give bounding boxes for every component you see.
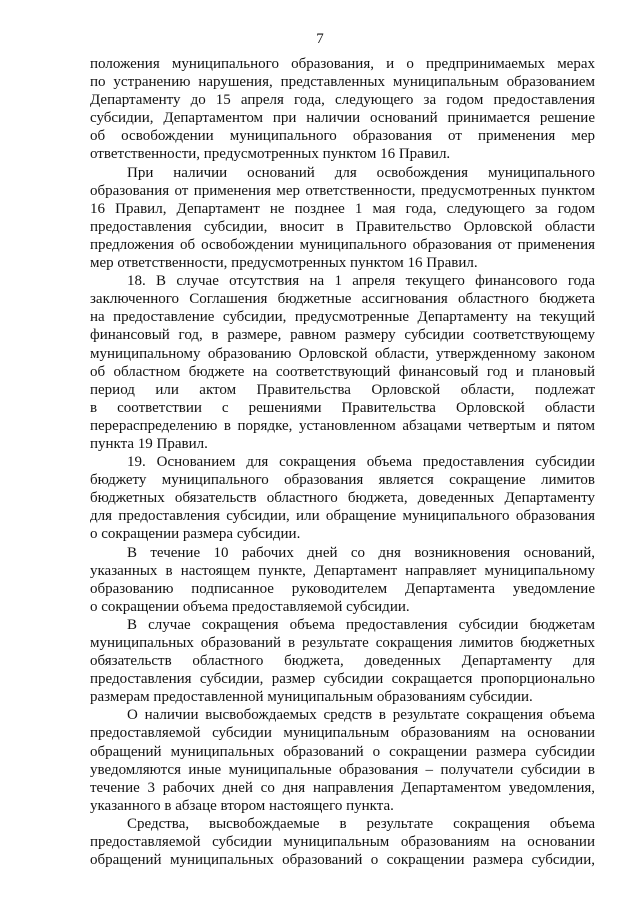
- text-line: предоставляемой субсидии муниципальным образованиям на основании: [90, 834, 595, 851]
- text-line: 16 Правил, Департамент не позднее 1 мая года, следующего за годом: [90, 200, 595, 217]
- text-line: муниципальных образований в результате сокращения лимитов бюджетных: [90, 635, 595, 651]
- document-body: [90, 55, 595, 869]
- text-line: перераспределению в порядке, установленном абзацами четвертым и пятом: [90, 417, 595, 434]
- text-line: Департаменту до 15 апреля года, следующего за годом предоставления: [90, 92, 595, 109]
- text-line: бюджетных обязательств областного бюджета, доведенных Департаменту: [90, 490, 595, 507]
- paragraph: [90, 544, 595, 616]
- text-line: об освобождении муниципального образования от применения мер: [90, 128, 595, 145]
- text-line: о сокращении размера субсидии.: [90, 526, 301, 543]
- text-line: указанного в абзаце втором настоящего пункта.: [90, 797, 394, 814]
- text-line: предоставления субсидии, вносит в Правительство Орловской области: [90, 218, 595, 235]
- text-line: мер ответственности, предусмотренных пунктом 16 Правил.: [90, 255, 478, 272]
- text-line: 19. Основанием для сокращения объема предоставления субсидии: [127, 454, 595, 471]
- text-line: бюджету муниципального образования является сокращение лимитов: [90, 472, 595, 489]
- text-line: заключенного Соглашения бюджетные ассигнования областного бюджета: [90, 291, 595, 308]
- text-line: по устранению нарушения, представленных муниципальным образованием: [90, 74, 595, 91]
- text-line: О наличии высвобождаемых средств в результате сокращения объема: [127, 707, 595, 724]
- text-line: образованию подписанное руководителем Департамента уведомление: [90, 580, 595, 597]
- text-line: образования от применения мер ответственности, предусмотренных пунктом: [90, 182, 595, 199]
- text-line: уведомляются иные муниципальные образования – получатели субсидии в: [90, 761, 595, 778]
- text-line: предоставления субсидии, размер субсидии сокращается пропорционально: [90, 671, 595, 688]
- text-line: в соответствии с решениями Правительства Орловской области: [90, 399, 595, 416]
- text-line: течение 3 рабочих дней со дня направления Департаментом уведомления,: [90, 779, 595, 796]
- text-line: на предоставление субсидии, предусмотренные Департаменту на текущий: [90, 309, 595, 326]
- text-line: ответственности, предусмотренных пунктом 16 Правил.: [90, 146, 451, 163]
- text-line: субсидии, Департаментом при наличии оснований принимается решение: [90, 110, 595, 127]
- text-line: муниципальному образованию Орловской области, утвержденному законом: [90, 345, 595, 362]
- text-line: размерам предоставленной муниципальным образованиям субсидии.: [90, 689, 533, 706]
- paragraph: [90, 616, 595, 706]
- text-line: для предоставления субсидии, или обращение муниципального образования: [90, 508, 595, 525]
- text-line: обращений муниципальных образований о сокращении размера субсидии,: [90, 852, 595, 869]
- text-line: В случае сокращения объема предоставления субсидии бюджетам: [127, 616, 595, 633]
- text-line: предоставляемой субсидии муниципальным образованиям на основании: [90, 725, 595, 742]
- text-line: При наличии оснований для освобождения муниципального: [127, 164, 595, 181]
- text-line: пункта 19 Правил.: [90, 435, 208, 452]
- paragraph: [90, 706, 595, 815]
- text-line: обязательств областного бюджета, доведенных Департаменту для: [90, 653, 595, 670]
- text-line: 18. В случае отсутствия на 1 апреля текущего финансового года: [127, 273, 595, 290]
- page-number: 7: [316, 31, 324, 47]
- paragraph: [90, 164, 595, 273]
- text-line: об областном бюджете на соответствующий финансовый год и плановый: [90, 363, 595, 380]
- text-line: о сокращении объема предоставляемой субсидии.: [90, 598, 410, 615]
- text-line: В течение 10 рабочих дней со дня возникновения оснований,: [127, 544, 595, 561]
- text-line: положения муниципального образования, и о предпринимаемых мерах: [90, 56, 595, 72]
- text-line: финансовый год, в размере, равном размеру субсидии соответствующему: [90, 327, 595, 344]
- text-line: Средства, высвобождаемые в результате сокращения объема: [127, 815, 595, 832]
- paragraph: [90, 272, 595, 453]
- paragraph: [90, 815, 595, 869]
- text-line: обращений муниципальных образований о сокращении размера субсидии: [90, 743, 595, 760]
- paragraph: [90, 55, 595, 164]
- text-line: период или актом Правительства Орловской области, подлежат: [90, 381, 595, 398]
- text-line: указанных в настоящем пункте, Департамент направляет муниципальному: [90, 562, 595, 579]
- paragraph: [90, 453, 595, 543]
- text-line: предложения об освобождении муниципального образования от применения: [90, 236, 595, 253]
